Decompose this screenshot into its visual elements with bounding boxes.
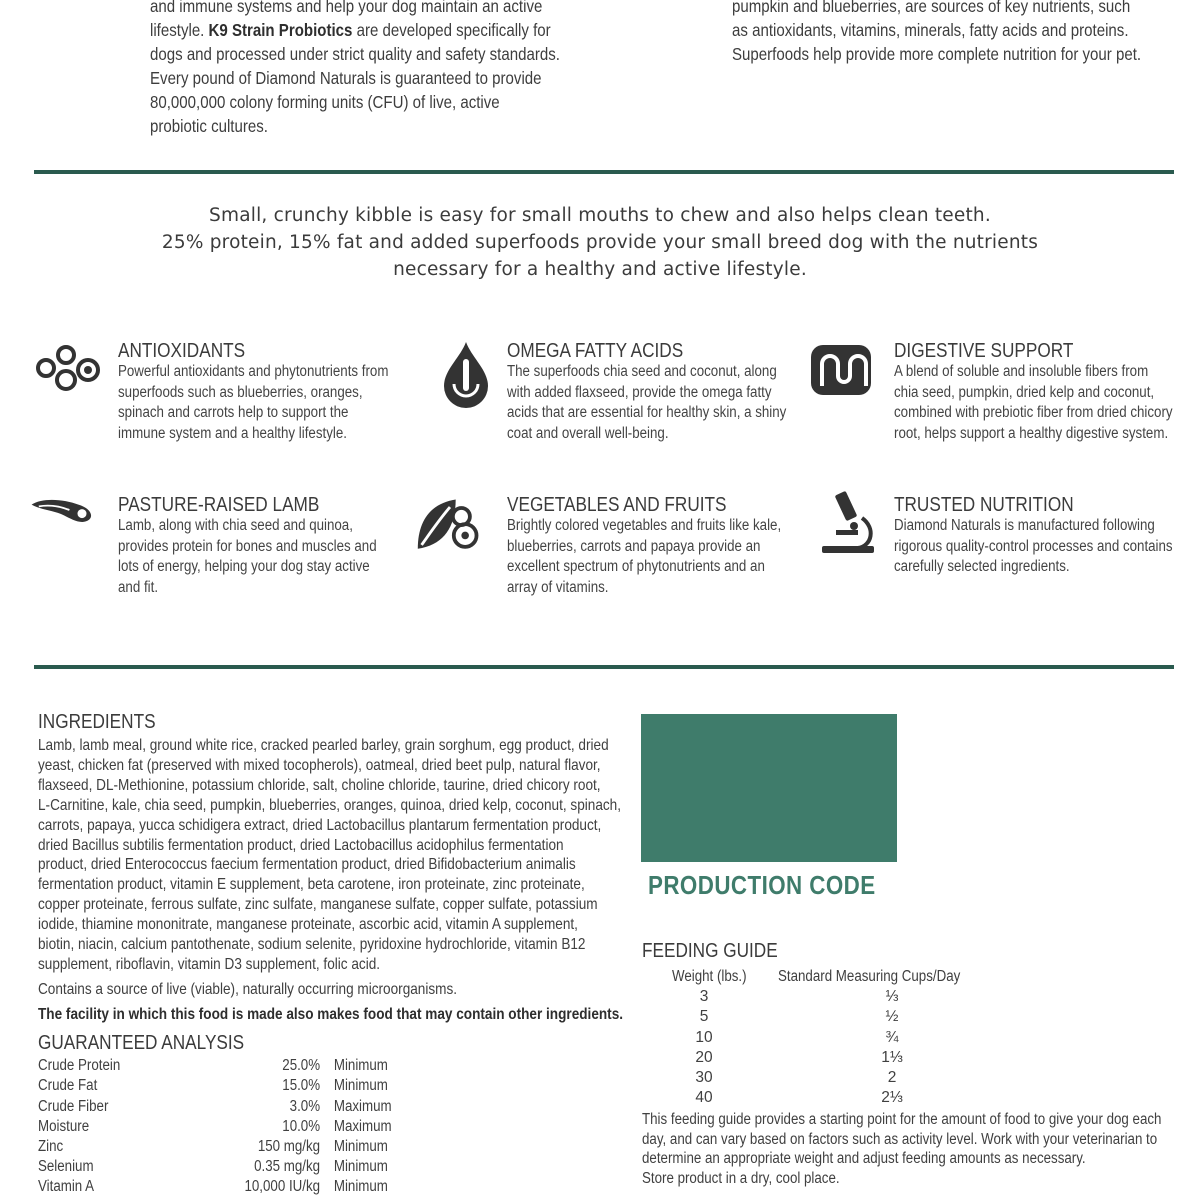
nutrient-name: Crude Fat [38,1077,98,1094]
oil-drop-icon [430,340,502,412]
feeding-cups: 2 [887,1069,897,1086]
ingredients-line: flaxseed, DL-Methionine, potassium chloride, salt, choline chloride, taurine, dried chicory root, [38,776,601,794]
feeding-cups: ¾ [885,1029,899,1046]
nutrient-name: Crude Protein [38,1057,121,1074]
paragraph-line: pumpkin and blueberries, are sources of key nutrients, such [732,0,1131,16]
feature-line: combined with prebiotic fiber from dried chicory [894,404,1173,421]
feeding-note-line: This feeding guide provides a starting point for the amount of food to give your dog each [642,1111,1162,1128]
feature-line: Powerful antioxidants and phytonutrients from [118,363,389,380]
feeding-cups: ⅓ [885,988,899,1005]
feeding-row [660,1029,1020,1049]
feature-line: spinach and carrots help to support the [118,404,349,421]
feature-line: array of vitamins. [507,578,609,596]
paragraph-line: Superfoods help provide more complete nutrition for your pet. [732,44,1142,64]
feature-text [894,516,1173,578]
feeding-weight-header: Weight (lbs.) [672,968,747,985]
feature-line: acids that are essential for healthy skin, a shiny [507,404,787,421]
feature-line: A blend of soluble and insoluble fibers from [894,363,1149,380]
probiotics-bold: K9 Strain Probiotics [208,20,353,40]
feature-line: lots of energy, helping your dog stay active [118,558,370,575]
feeding-cups: 2⅓ [881,1089,903,1106]
feeding-weight: 20 [695,1049,713,1066]
nutrient-name: Moisture [38,1118,90,1135]
feature-title: DIGESTIVE SUPPORT [894,340,1074,362]
paragraph-line [150,18,560,42]
nutrient-value: 10,000 IU/kg [244,1178,321,1195]
feeding-row [660,988,1020,1008]
feature-line: The superfoods chia seed and coconut, along [507,363,777,380]
ingredients-line: biotin, niacin, calcium pantothenate, sodium selenite, pyridoxine hydrochloride, vitamin B12 [38,936,586,954]
feature-text [507,516,781,598]
feature-line: coat and overall well-being. [507,424,669,442]
ingredients-line: supplement, riboflavin, vitamin D3 supplement, folic acid. [38,955,381,973]
paragraph-line: as antioxidants, vitamins, minerals, fatty acids and proteins. [732,20,1129,40]
leaf-fruit-icon [414,490,486,562]
feeding-guide-note [642,1110,1161,1188]
probiotics-paragraph [150,0,560,138]
feeding-weight: 3 [699,988,709,1005]
analysis-row [38,1138,399,1158]
feature-line: Brightly colored vegetables and fruits like kale, [507,517,782,534]
feeding-note-line: determine an appropriate weight and adjust feeding amounts as necessary. [642,1150,1086,1167]
analysis-row [38,1118,399,1138]
analysis-row [38,1158,399,1178]
analysis-row [38,1077,399,1097]
nutrient-value: 150 mg/kg [257,1138,321,1155]
ingredients-list [38,736,621,975]
feature-line: excellent spectrum of phytonutrients and an [507,558,765,575]
paragraph-text: lifestyle. [150,20,209,40]
production-code-label: PRODUCTION CODE [648,870,876,900]
facility-note: The facility in which this food is made also makes food that may contain other ingredients. [38,1006,624,1023]
headline [0,202,1200,283]
nutrient-name: Crude Fiber [38,1098,109,1115]
paragraph-line: probiotic cultures. [150,116,268,136]
paragraph-line: and immune systems and help your dog maintain an active [150,0,543,16]
nutrient-qualifier: Minimum [333,1178,388,1195]
feature-line: Lamb, along with chia seed and quinoa, [118,517,353,534]
nutrient-qualifier: Minimum [333,1138,388,1155]
ingredients-line: dried Bacillus subtilis fermentation product, dried Lactobacillus acidophilus fermentation [38,836,564,854]
feature-line: immune system and a healthy lifestyle. [118,424,347,442]
feature-line: Diamond Naturals is manufactured following [894,517,1155,534]
ingredients-title: INGREDIENTS [38,711,156,733]
nutrient-qualifier: Minimum [333,1057,388,1074]
nutrient-value: 3.0% [289,1098,321,1115]
microorganisms-note: Contains a source of live (viable), naturally occurring microorganisms. [38,981,458,998]
headline-line: 25% protein, 15% fat and added superfoods provide your small breed dog with the nutrients [161,232,1039,253]
feature-line: superfoods such as blueberries, oranges, [118,383,363,401]
feeding-cups: ½ [885,1008,899,1025]
ingredients-line: product, dried Enterococcus faecium fermentation product, dried Bifidobacterium animalis [38,856,576,874]
nutrient-qualifier: Maximum [333,1098,392,1115]
feature-line: provides protein for bones and muscles and [118,537,377,555]
paragraph-line: Every pound of Diamond Naturals is guaranteed to provide [150,68,542,88]
feature-line: rigorous quality-control processes and contains [894,537,1173,555]
feature-title: PASTURE-RAISED LAMB [118,494,320,516]
analysis-title: GUARANTEED ANALYSIS [38,1032,245,1054]
feeding-row [660,1089,1020,1109]
feature-text [118,516,377,598]
nutrient-value: 15.0% [282,1077,321,1094]
feature-text [894,362,1173,444]
ingredients-line: carrots, papaya, yucca schidigera extract, dried Lactobacillus plantarum fermentation product, [38,816,602,834]
feeding-guide-title: FEEDING GUIDE [642,940,778,962]
feature-title: ANTIOXIDANTS [118,340,246,362]
feeding-weight: 30 [695,1069,713,1086]
nutrient-qualifier: Minimum [333,1077,388,1094]
feature-line: blueberries, carrots and papaya provide an [507,537,761,555]
feeding-weight: 5 [699,1008,709,1025]
paragraph-line: dogs and processed under strict quality and safety standards. [150,44,560,64]
antioxidants-icon [32,342,104,414]
feeding-weight: 10 [695,1029,713,1046]
feeding-row [660,1008,1020,1028]
nutrient-name: Selenium [38,1158,94,1175]
feature-line: root, helps support a healthy digestive system. [894,424,1169,442]
section-divider [34,170,1174,174]
feature-line: carefully selected ingredients. [894,558,1070,575]
feeding-weight: 40 [695,1089,713,1106]
ingredients-line: L-Carnitine, kale, chia seed, pumpkin, blueberries, oranges, quinoa, dried kelp, coconut, spinach, [38,796,622,814]
nutrient-qualifier: Minimum [333,1158,388,1175]
feeding-row [660,1069,1020,1089]
feeding-note-line: day, and can vary based on factors such as activity level. Work with your veterinarian to [642,1130,1158,1148]
paragraph-text: are developed specifically for [352,20,551,40]
ingredients-line: Lamb, lamb meal, ground white rice, cracked pearled barley, grain sorghum, egg product, dried [38,737,609,754]
analysis-row [38,1178,399,1198]
feeding-note-line: Store product in a dry, cool place. [642,1169,840,1187]
feature-text [118,362,388,444]
digestive-icon [808,342,880,414]
feature-title: TRUSTED NUTRITION [894,494,1074,516]
feeding-cups-header: Standard Measuring Cups/Day [778,968,961,985]
ingredients-line: yeast, chicken fat (preserved with mixed tocopherols), oatmeal, dried beet pulp, natural flavor, [38,756,601,774]
ingredients-line: fermentation product, vitamin E supplement, beta carotene, iron proteinate, zinc proteinate, [38,876,585,894]
nutrient-value: 25.0% [282,1057,321,1074]
analysis-row [38,1098,399,1118]
nutrient-name: Vitamin A [38,1178,95,1195]
feature-line: chia seed, pumpkin, dried kelp and coconut, [894,383,1155,401]
microscope-icon [814,488,886,560]
superfoods-paragraph [732,0,1141,66]
headline-line: necessary for a healthy and active lifestyle. [393,259,807,280]
ingredients-line: copper proteinate, ferrous sulfate, zinc sulfate, manganese sulfate, copper sulfate, potassium [38,896,598,914]
analysis-row [38,1057,399,1077]
nutrient-name: Zinc [38,1138,64,1155]
section-divider [34,665,1174,669]
nutrient-qualifier: Maximum [333,1118,392,1135]
production-code-box [641,714,897,862]
paragraph-line: 80,000,000 colony forming units (CFU) of live, active [150,92,500,112]
feature-line: and fit. [118,578,159,596]
feeding-row [660,1049,1020,1069]
nutrient-value: 10.0% [282,1118,321,1135]
feature-line: with added flaxseed, provide the omega fatty [507,383,772,401]
feeding-cups: 1⅓ [881,1049,903,1066]
feature-title: OMEGA FATTY ACIDS [507,340,684,362]
feature-title: VEGETABLES AND FRUITS [507,494,727,516]
feature-text [507,362,786,444]
headline-line: Small, crunchy kibble is easy for small mouths to chew and also helps clean teeth. [209,205,991,226]
lamb-leg-icon [28,492,100,564]
nutrient-value: 0.35 mg/kg [254,1158,321,1175]
ingredients-line: iodide, thiamine mononitrate, manganese proteinate, ascorbic acid, vitamin A supplement, [38,916,578,934]
